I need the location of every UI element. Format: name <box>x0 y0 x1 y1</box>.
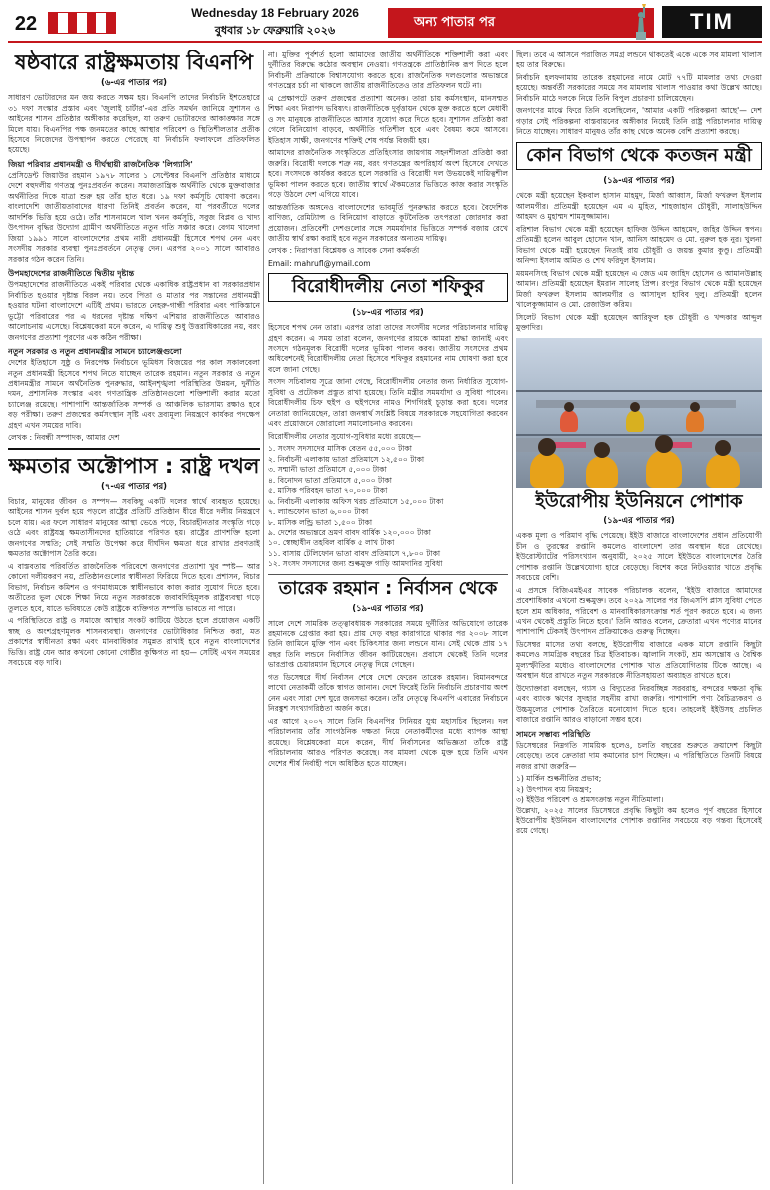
paragraph: এ বাস্তবতায় পরিবর্তিত রাজনৈতিক পরিবেশে জনগণের প্রত্যাশা খুব স্পষ্ট— আর কোনো দলীয়করণ নয়, প্রতিষ্ঠানগুলোর স্বাধীনতা ফিরিয়ে দিতে হবে। প্রশাসন, বিচার বিভাগ, নির্বাচন কমিশন ও গণমাধ্যমকে স্বাধীনভাবে কাজ করার সুযোগ দিতে হবে। অতীতের ভুল থেকে শিক্ষা নিয়ে নতুন সরকারকে জবাবদিহিমূলক রাষ্ট্রব্যবস্থা গড়ে তুলতে হবে, যাতে ভবিষ্যতে কেউ রাষ্ট্রকে ব্যক্তিগত সম্পত্তি ভাবতে না পারে। <box>8 561 260 613</box>
paragraph: সংসদ সচিবালয় সূত্রে জানা গেছে, বিরোধীদলীয় নেতার জন্য নির্ধারিত সুযোগ-সুবিধা ও প্রটোকল প্রস্তুত রাখা হয়েছে। তিনি মন্ত্রীর সমমর্যাদা ও সুবিধা পাবেন। বিরোধীদলীয় চিফ হুইপ ও হুইপদের নামও শিগগিরই চূড়ান্ত করা হবে। দলের নেতারা জানিয়েছেন, তারা জনস্বার্থ সংশ্লিষ্ট বিষয়ে সরকারকে সহযোগিতা করবেন এবং প্রয়োজনে জোরালো সমালোচনাও করবেন। <box>268 377 508 429</box>
paragraph: না। মুক্তির পূর্বশর্ত হলো আমাদের জাতীয় অর্থনীতিকে শক্তিশালী করা এবং দুর্নীতির বিরুদ্ধে কঠোর অবস্থান নেওয়া। গণতন্ত্রকে প্রাতিষ্ঠানিক রূপ দিতে হলে নির্বাচনী প্রক্রিয়াকে বিশ্বাসযোগ্য করতে হবে। রাজনৈতিক দলগুলোর অভ্যন্তরে গণতন্ত্রের চর্চা না থাকলে জাতীয় রাজনীতিতেও তার প্রতিফলন ঘটে না। <box>268 50 508 91</box>
flag-graphic <box>48 12 116 34</box>
article-body <box>8 497 260 669</box>
continued-note: (১৯-এর পাতার পর) <box>352 603 424 614</box>
paragraph: উল্লেখ্য, ২০২৫ সালের ডিসেম্বরে প্রবৃদ্ধি কিছুটা কম হলেও পূর্ণ বছরের হিসাবে ইউরোপীয় ইউনিয়ন বাংলাদেশের পোশাক রপ্তানির সবচেয়ে বড় গন্তব্য হিসেবেই রয়ে গেছে। <box>516 805 762 836</box>
article-headline: কোন বিভাগ থেকে কতজন মন্ত্রী <box>526 144 752 166</box>
paragraph: বরিশাল বিভাগ থেকে মন্ত্রী হয়েছেন হাফিজ উদ্দিন আহমেদ, জহির উদ্দিন স্বপন। প্রতিমন্ত্রী হলেন আবুল হোসেন খান, আনিস আহমেদ ও মো. নুরুল হক নুর। খুলনা বিভাগ থেকে মন্ত্রী হয়েছেন নিতাই রায় চৌধুরী ও জয়ন্ত কুমার কুণ্ডু। প্রতিমন্ত্রী অনিন্দ্য ইসলাম অমিত ও শেখ ফরিদুল ইসলাম। <box>516 224 762 266</box>
column-1 <box>8 50 260 1184</box>
list-item: ২. নির্বাচনী এলাকায় ভাতা প্রতিমাসে ১২,৫০০ টাকা <box>268 454 425 464</box>
author-line: লেখক : নিবন্ধী সম্পাদক, আমার দেশ <box>8 433 120 443</box>
continued-note: (৭-এর পাতার পর) <box>100 481 168 492</box>
page-number: 22 <box>8 10 44 38</box>
article-body <box>268 619 508 770</box>
column-divider <box>512 50 513 1184</box>
list-item: ৯. দেশের অভ্যন্তরে ভ্রমণ বাবদ বার্ষিক ১২০,০০০ টাকা <box>268 527 431 537</box>
paragraph: ডিসেম্বর মাসের তথ্য বলছে, ইউরোপীয় বাজারে একক মাসে রপ্তানি কিছুটা কমলেও সামগ্রিক বছরের চিত্র ইতিবাচক। জ্বালানি সংকট, শ্রম অসন্তোষ ও বৈশ্বিক মূল্যস্ফীতির মধ্যেও বাংলাদেশের পোশাক খাত প্রতিযোগিতায় টিকে আছে। এ অবস্থান ধরে রাখতে নতুন সরকারকে নীতিসহায়তা অব্যাহত রাখতে হবে। <box>516 639 762 681</box>
paragraph: নির্বাচনি হলফনামায় তারেক রহমানের নামে মোট ৭৭টি মামলার তথ্য দেওয়া হয়েছে। অন্তর্বর্তী সরকারের সময়ে সব মামলায় খালাস পাওয়ার কথা উল্লেখ আছে। নির্বাচনি মাঠে দলকে নিয়ে তিনি বিপুল প্রচারণা চালিয়েছেন। <box>516 72 762 103</box>
paragraph: ডিসেম্বরের নিম্নগতি সাময়িক হলেও, চলতি বছরের শুরুতে ক্রয়াদেশ কিছুটা বেড়েছে। তবে ক্রেতারা দাম কমানোর চাপ দিচ্ছেন। এ পরিস্থিতিতে তিনটি বিষয়ে নজর রাখা জরুরি— <box>516 740 762 771</box>
paragraph: এর আগে ২০০৭ সালে তিনি বিএনপির সিনিয়র যুগ্ম মহাসচিব ছিলেন। দল পরিচালনায় তাঁর সাংগঠনিক দক্ষতা নিয়ে নেতাকর্মীদের মধ্যে ব্যাপক আস্থা রয়েছে। বিশ্লেষকেরা মনে করেন, দীর্ঘ নির্বাসনের অভিজ্ঞতা তাঁকে রাষ্ট্র পরিচালনায় আরও পরিণত করেছে। সব মামলা থেকে মুক্ত হয়ে তিনি এখন দেশের শীর্ষ নির্বাহী পদে অধিষ্ঠিত হতে যাচ্ছেন। <box>268 716 508 768</box>
header-rule <box>8 41 762 43</box>
continued-note: (৬-এর পাতার পর) <box>100 78 168 89</box>
article-headline: ক্ষমতার অক্টোপাস : রাষ্ট্র দখল <box>8 453 260 478</box>
column-2 <box>268 50 508 1184</box>
author-email: Email: mahrufl@ymail.com <box>268 258 371 268</box>
list-item: ১১. বাসায় টেলিফোন ভাতা বাবদ প্রতিমাসে ৭,৮০০ টাকা <box>268 548 441 558</box>
section-title: অন্য পাতার পর <box>388 8 654 38</box>
list-item: ৫. মাসিক পরিবহন ভাতা ৭০,০০০ টাকা <box>268 486 388 496</box>
list-item: ৩) ইইউর পরিবেশ ও শ্রমসংক্রান্ত নতুন নীতিমালা। <box>516 795 664 805</box>
subheading: উপমহাদেশের রাজনীতিতে দ্বিতীয় দৃষ্টান্ত <box>8 269 135 279</box>
continued-note: (১৯-এর পাতার পর) <box>603 516 675 527</box>
paragraph: উপমহাদেশের রাজনীতিতে একই পরিবার থেকে একাধিক রাষ্ট্রপ্রধান বা সরকারপ্রধান নির্বাচিত হওয়ার দৃষ্টান্ত বিরল নয়। তবে পিতা ও মাতার পর সন্তানের প্রধানমন্ত্রী হওয়ার ঘটনা বাংলাদেশে এটিই প্রথম। ভারতে নেহরু-গান্ধী পরিবার এবং পাকিস্তানে ভুট্টো পরিবারের পর এ ধরনের দৃষ্টান্ত দক্ষিণ এশিয়ার রাজনীতিতে আবারও আলোচনায় এসেছে। বিশ্লেষকেরা মনে করেন, এ দায়িত্ব শুধু উত্তরাধিকারের নয়, বরং জনগণের প্রত্যাশা পূরণের এক কঠিন পরীক্ষা। <box>8 280 260 342</box>
paragraph: গত ডিসেম্বরে দীর্ঘ নির্বাসন শেষে দেশে ফেরেন তারেক রহমান। বিমানবন্দরে লাখো নেতাকর্মী তাঁকে স্বাগত জানান। দেশে ফিরেই তিনি নির্বাচনি প্রচারণায় অংশ নেন এবং সারা দেশ ঘুরে জনসভা করেন। তাঁর নেতৃত্বে বিএনপি এবারের নির্বাচনে নিরঙ্কুশ সংখ্যাগরিষ্ঠতা অর্জন করে। <box>268 672 508 714</box>
statue-of-liberty-icon <box>630 4 652 40</box>
list-item: ৩. সম্মানী ভাতা প্রতিমাসে ৫,০০০ টাকা <box>268 465 387 475</box>
publication-logo: TIM <box>662 6 762 38</box>
subheading: জিয়া পরিবার প্রধানমন্ত্রী ও দীর্ঘস্থায়ী রাজনৈতিক 'লিগ্যাসি' <box>8 159 193 169</box>
column-divider <box>263 50 264 1184</box>
paragraph: এ প্রেক্ষাপটে তরুণ প্রজন্মের প্রত্যাশা অনেক। তারা চায় কর্মসংস্থান, মানসম্মত শিক্ষা এবং নিরাপদ ভবিষ্যৎ। রাজনীতিকে দুর্বৃত্তায়ন থেকে মুক্ত করতে হলে মেধাবী ও সৎ মানুষকে রাজনীতিতে আসার সুযোগ করে দিতে হবে। সুশাসন প্রতিষ্ঠা করা গেলে বিনিয়োগ বাড়বে, অর্থনীতি গতিশীল হবে এবং বৈষম্য কমে আসবে। ইতিহাস সাক্ষী, জনগণের শক্তিই শেষ পর্যন্ত বিজয়ী হয়। <box>268 93 508 145</box>
list-item: ৭. ল্যান্ডফোন ভাতা ৬,০০০ টাকা <box>268 507 369 517</box>
column-3 <box>516 50 762 1184</box>
list-item: ১. সংসদ সদস্যদের মাসিক বেতন ৫৫,০০০ টাকা <box>268 444 412 454</box>
article-headline: ইউরোপীয় ইউনিয়নে পোশাক <box>535 490 743 512</box>
article-body <box>516 191 762 333</box>
article-separator <box>8 448 260 450</box>
date-english: Wednesday 18 February 2026 <box>191 6 359 20</box>
paragraph: বিরোধীদলীয় নেতার সুযোগ-সুবিধার মধ্যে রয়েছে— <box>268 431 421 441</box>
list-item: ৮. মাসিক লন্ড্রি ভাতা ১,৫০০ টাকা <box>268 517 373 527</box>
date-bangla: বুধবার ১৮ ফেব্রুয়ারি ২০২৬ <box>214 25 336 37</box>
list-item: ৬. নির্বাচনী এলাকায় অফিস খরচ প্রতিমাসে ১৫,০০০ টাকা <box>268 496 444 506</box>
paragraph: সিলেট বিভাগ থেকে মন্ত্রী হয়েছেন আরিফুল হক চৌধুরী ও খন্দকার আব্দুল মুক্তাদির। <box>516 312 762 333</box>
benefits-list <box>268 444 508 570</box>
article-headline: তারেক রহমান : নির্বাসন থেকে <box>278 577 498 599</box>
article-body <box>268 323 508 570</box>
paragraph: আমাদের রাজনৈতিক সংস্কৃতিতে প্রতিহিংসার জায়গায় সহনশীলতা প্রতিষ্ঠা করা জরুরি। বিরোধী দলকে শত্রু নয়, বরং গণতন্ত্রের অপরিহার্য অংশ হিসেবে দেখতে হবে। সংসদকে কার্যকর করতে হলে সরকারি ও বিরোধী দল উভয়কেই দায়িত্বশীল ভূমিকা পালন করতে হবে। জাতীয় স্বার্থে ঐকমত্যের ভিত্তিতে কাজ করার সংস্কৃতি গড়ে উঠলে দেশ এগিয়ে যাবে। <box>268 148 508 200</box>
paragraph: উদ্যোক্তারা বলছেন, গ্যাস ও বিদ্যুতের নিরবচ্ছিন্ন সরবরাহ, বন্দরের দক্ষতা বৃদ্ধি এবং ব্যাংক ঋণের সুদহার সহনীয় রাখা জরুরি। পাশাপাশি পণ্য বৈচিত্র্যকরণ ও উচ্চমূল্যের পোশাক তৈরিতে মনোযোগ দিতে হবে। তাহলেই ইইউসহ প্রচলিত বাজারে রপ্তানি আরও বাড়ানো সম্ভব হবে। <box>516 683 762 725</box>
paragraph: আন্তর্জাতিক অঙ্গনেও বাংলাদেশের ভাবমূর্তি পুনরুদ্ধার করতে হবে। বৈদেশিক বাণিজ্য, রেমিট্যান্স ও বিনিয়োগ বাড়াতে কূটনৈতিক তৎপরতা জোরদার করা প্রয়োজন। প্রতিবেশী দেশগুলোর সঙ্গে সমমর্যাদার ভিত্তিতে সম্পর্ক বজায় রেখে জাতীয় স্বার্থ রক্ষা করাই হবে নতুন সরকারের অন্যতম দায়িত্ব। <box>268 202 508 243</box>
continued-note: (১৯-এর পাতার পর) <box>603 176 675 187</box>
subheading: নতুন সরকার ও নতুন প্রধানমন্ত্রীর সামনে চ্যালেঞ্জগুলো <box>8 347 182 357</box>
list-item: ২) উৎপাদন ব্যয় নিয়ন্ত্রণ; <box>516 784 592 794</box>
list-item: ১০. স্বেচ্ছাধীন তহবিল বার্ষিক ৫ লাখ টাকা <box>268 538 395 548</box>
paragraph: ময়মনসিংহ বিভাগ থেকে মন্ত্রী হয়েছেন এ জেড এম জাহিদ হোসেন ও আমানউল্লাহ আমান। প্রতিমন্ত্রী হয়েছেন ইমরান সালেহ প্রিন্স। রংপুর বিভাগ থেকে মন্ত্রী হয়েছেন মির্জা ফখরুল ইসলাম আলমগীর ও আসাদুল হাবিব দুলু। প্রতিমন্ত্রী হলেন খালেকুজ্জামান ও মো. রেজাউল করিম। <box>516 268 762 310</box>
page-header <box>0 0 770 42</box>
issue-date <box>170 6 380 41</box>
article-headline: বিরোধীদলীয় নেতা শফিকুর <box>291 276 485 298</box>
author-line: লেখক : নিরাপত্তা বিশ্লেষক ও সাবেক সেনা কর্মকর্তা <box>268 246 420 256</box>
paragraph: থেকে মন্ত্রী হয়েছেন ইকবাল হাসান মাহমুদ, মির্জা আব্বাস, মির্জা ফখরুল ইসলাম আলমগীর। প্রতিমন্ত্রী হয়েছেন এম এ মুহিত, শাহজাহান চৌধুরী, সালাহউদ্দিন আহমদ ও মুহাম্মদ শামসুজ্জামান। <box>516 191 762 222</box>
paragraph: সালে দেশে সামরিক তত্ত্বাবধায়ক সরকারের সময়ে দুর্নীতির অভিযোগে তারেক রহমানকে গ্রেপ্তার করা হয়। প্রায় দেড় বছর কারাগারে থাকার পর ২০০৮ সালে তিনি জামিনে মুক্তি পান এবং চিকিৎসার জন্য লন্ডনে যান। সেই থেকে প্রায় ১৭ বছর তিনি লন্ডনে নির্বাসিত জীবন কাটিয়েছেন। প্রবাসে থেকেই তিনি দলের ভারপ্রাপ্ত চেয়ারম্যান হিসেবে নেতৃত্ব দিয়ে গেছেন। <box>268 618 508 670</box>
paragraph: সাধারণ ভোটারদের মন জয় করতে সক্ষম হয়। বিএনপি তাদের নির্বাচনি ইশতেহারে ৩১ দফা সংস্কার প্রস্তাব এবং 'জুলাই চার্টার'-এর প্রতি সমর্থন জানিয়ে সুশাসন ও আইনের শাসন প্রতিষ্ঠার অঙ্গীকার করেছিল, যা তরুণ ভোটারদের আকাঙ্ক্ষার সঙ্গে মিলে যায়। বিএনপির পক্ষ জনমতের কাছে আস্থার পরিবেশ ও স্থিতিশীলতার প্রতীক হিসেবে নিজেদের উপস্থাপন করতে পেরেছে যা নির্বাচনি ফলাফলে প্রতিফলিত হয়েছে। <box>8 93 260 155</box>
garment-factory-photo <box>516 338 762 488</box>
article-separator <box>268 574 508 575</box>
article-headline: ষষ্ঠবারে রাষ্ট্রক্ষমতায় বিএনপি <box>14 50 254 74</box>
article-body <box>8 93 260 444</box>
paragraph: হিসেবে শপথ নেন তারা। এরপর তারা তাদের সংসদীয় দলের পরিচালনার দায়িত্ব গ্রহণ করেন। এ সময় তারা বলেন, জনগণের রায়কে আমরা শ্রদ্ধা জানাই এবং সংসদে গঠনমূলক বিরোধী দলের ভূমিকা পালন করব। জাতীয় সংসদের প্রথম অধিবেশনেই বিরোধীদলীয় নেতা হিসেবে শফিকুর রহমানের নাম ঘোষণা করা হবে বলে জানা গেছে। <box>268 323 508 374</box>
article-body <box>516 50 762 138</box>
headline-box <box>516 142 762 171</box>
paragraph: ছিল। তবে এ আসনে পরাজিত সমগ্র লন্ডনে থাকতেই একে একে সব মামলা খালাস হয় তার বিরুদ্ধে। <box>516 50 762 70</box>
paragraph: এ পরিস্থিতিতে রাষ্ট্র ও সমাজে আস্থার সংকট কাটিয়ে উঠতে হলে প্রয়োজন একটি স্বচ্ছ ও অংশগ্রহণমূলক শাসনব্যবস্থা। জনগণের ভোটাধিকার নিশ্চিত করা, মত প্রকাশের স্বাধীনতা রক্ষা এবং মানবাধিকার সমুন্নত রাখাই হবে নতুন বাংলাদেশের ভিত্তি। রাষ্ট্র যেন আর কখনো কোনো গোষ্ঠীর কুক্ষিগত না হয়— সেটিই এখন সময়ের সবচেয়ে বড় দাবি। <box>8 616 260 667</box>
subheading: সামনে সম্ভাব্য পরিস্থিতি <box>516 729 591 739</box>
list-item: ১২. সংসদ সদস্যদের জন্য শুল্কমুক্ত গাড়ি আমদানির সুবিধা <box>268 559 443 569</box>
list-item: ৪. বিনোদন ভাতা প্রতিমাসে ৫,০০০ টাকা <box>268 475 392 485</box>
continued-note: (১৮-এর পাতার পর) <box>352 308 424 319</box>
paragraph: প্রেসিডেন্ট জিয়াউর রহমান ১৯৭৮ সালের ১ সেপ্টেম্বর বিএনপি প্রতিষ্ঠার মাধ্যমে দেশে বহুদলীয় গণতন্ত্র পুনঃপ্রবর্তন করেন। সমাজতান্ত্রিক অর্থনীতি থেকে মুক্তবাজার অর্থনীতির দিকে যাত্রা শুরু হয় তাঁর হাত ধরে। ১৯ দফা কর্মসূচি ঘোষণা করেন। বাংলাদেশি জাতীয়তাবাদের ধারণা তিনিই প্রবর্তন করেন, যা পরবর্তীতে দলের আদর্শিক ভিত্তি হয়ে ওঠে। তাঁর শাসনামলে খাল খনন কর্মসূচি, সবুজ বিপ্লব ও খাদ্য উৎপাদন বৃদ্ধির উদ্যোগ গ্রামীণ অর্থনীতিতে নতুন গতি সঞ্চার করে। বেগম খালেদা জিয়া ১৯৯১ সালে বাংলাদেশের প্রথম নারী প্রধানমন্ত্রী হিসেবে শপথ নেন এবং সংসদীয় সরকার ব্যবস্থা পুনঃপ্রবর্তনে নেতৃত্ব দেন। এরপর ২০০১ সালে আবারও সরকার গঠন করেন তিনি। <box>8 170 260 264</box>
paragraph: একক মূল্য ও পরিমাণ বৃদ্ধি পেয়েছে। ইইউ বাজারে বাংলাদেশের প্রধান প্রতিযোগী চীন ও তুরস্কের রপ্তানি কমলেও বাংলাদেশ তার অবস্থান ধরে রেখেছে। ইউরোস্ট্যাটের পরিসংখ্যান অনুযায়ী, ২০২৫ সালে ইইউতে বাংলাদেশের তৈরি পোশাক রপ্তানি উল্লেখযোগ্য হারে বেড়েছে। বিশেষ করে নিটওয়্যার খাতে প্রবৃদ্ধি সবচেয়ে বেশি। <box>516 531 762 583</box>
paragraph: জনগণের মাঝে ফিরে তিনি বলেছিলেন, 'আমার একটি পরিকল্পনা আছে'— দেশ গড়ার সেই পরিকল্পনা বাস্তবায়নের অঙ্গীকার নিয়েই তিনি রাষ্ট্র পরিচালনার দায়িত্ব নিতে যাচ্ছেন। সাধারণ মানুষও তাঁর কাছ থেকে অনেক বেশি প্রত্যাশা করছে। <box>516 106 762 137</box>
article-body <box>516 531 762 837</box>
paragraph: এ প্রসঙ্গে বিজিএমইএর সাবেক পরিচালক বলেন, 'ইইউ বাজারে আমাদের প্রবেশাধিকার এখনো শুল্কমুক্ত। তবে ২০২৯ সালের পর জিএসপি প্লাস সুবিধা পেতে হলে শ্রম অধিকার, পরিবেশ ও মানবাধিকারসংক্রান্ত শর্ত পূরণ করতে হবে। এ জন্য এখন থেকেই প্রস্তুতি নিতে হবে।' তিনি আরও বলেন, ক্রেতারা এখন পণ্যের মানের পাশাপাশি টেকসই উৎপাদন প্রক্রিয়াকেও গুরুত্ব দিচ্ছেন। <box>516 585 762 637</box>
article-body <box>268 50 508 269</box>
list-item: ১) মার্কিন শুল্কনীতির প্রভাব; <box>516 774 602 784</box>
headline-box <box>268 273 508 302</box>
paragraph: দেশের ইতিহাসে সুষ্ঠু ও নিরপেক্ষ নির্বাচনে ভূমিধস বিজয়ের পর কাল সকালবেলা নতুন প্রধানমন্ত্রী হিসেবে শপথ নিতে যাচ্ছেন তারেক রহমান। নতুন সরকার ও নতুন প্রধানমন্ত্রীর সামনে অর্থনৈতিক পুনরুদ্ধার, আইনশৃঙ্খলা পরিস্থিতির উন্নয়ন, দুর্নীতি দমন, প্রশাসনিক সংস্কার এবং গণতান্ত্রিক প্রতিষ্ঠানগুলো শক্তিশালী করার মতো চ্যালেঞ্জ রয়েছে। পাশাপাশি আন্তর্জাতিক সম্পর্ক ও আঞ্চলিক ভারসাম্য রক্ষাও হবে বড় পরীক্ষা। তরুণ প্রজন্মের কর্মসংস্থান সৃষ্টি এবং দ্রব্যমূল্য নিয়ন্ত্রণে কার্যকর পদক্ষেপ গ্রহণ এখন সময়ের দাবি। <box>8 358 260 430</box>
paragraph: বিচার, মানুষের জীবন ও সম্পদ— সবকিছু একটি দলের স্বার্থে ব্যবহৃত হয়েছে। আইনের শাসন দুর্বল হয়ে পড়লে রাষ্ট্রের প্রতিটি প্রতিষ্ঠান ধীরে ধীরে দলীয় নিয়ন্ত্রণে চলে যায়। এর ফলে সাধারণ মানুষের আস্থা ভেঙে পড়ে, বিচারহীনতার সংস্কৃতি গড়ে ওঠে এবং রাষ্ট্রযন্ত্র ক্ষমতাসীনদের হাতিয়ারে পরিণত হয়। রাষ্ট্রের প্রাণশক্তি হলো জনগণের সম্মতি; সেই সম্মতি উপেক্ষা করে দীর্ঘদিন ক্ষমতা ধরে রাখার প্রবণতাই ক্ষমতার অক্টোপাস তৈরি করে। <box>8 496 260 559</box>
